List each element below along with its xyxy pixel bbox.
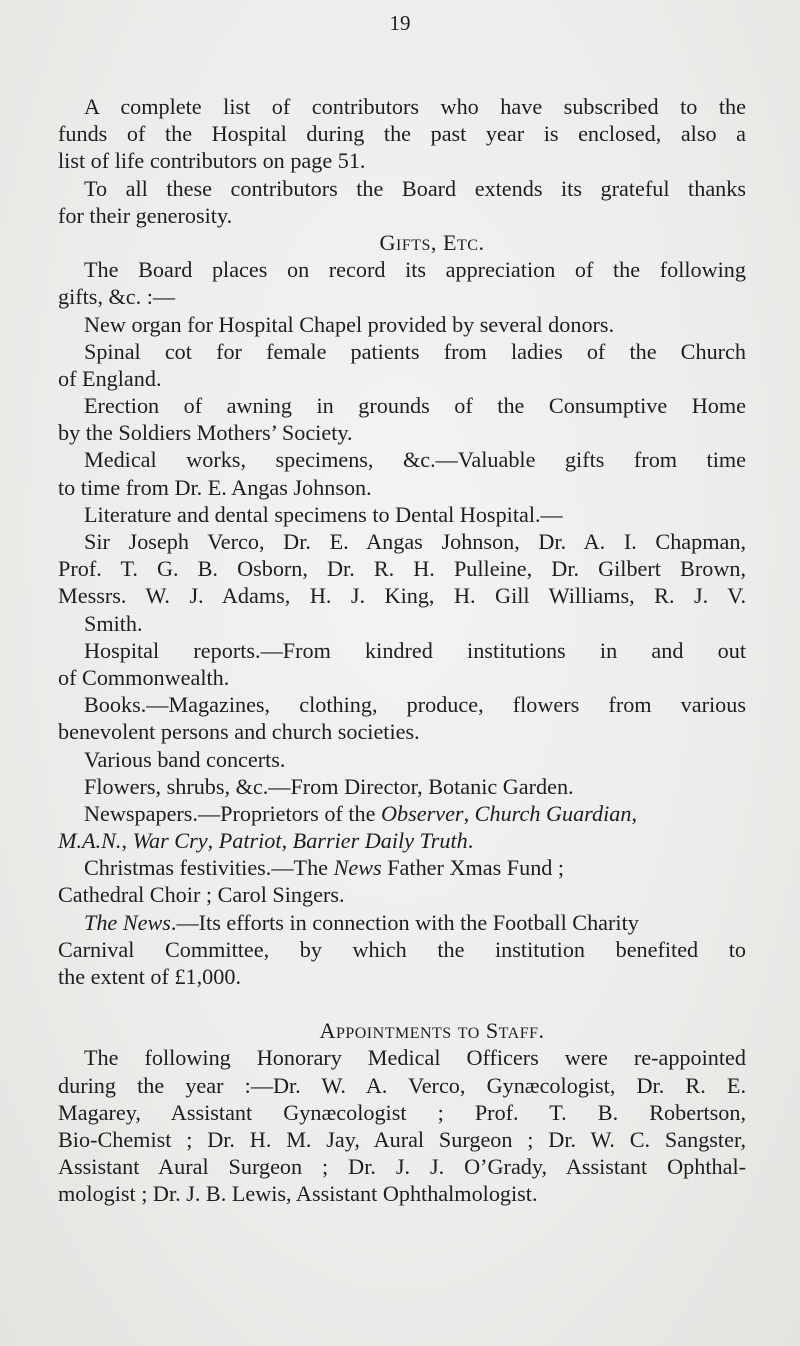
- text-span: Father Xmas Fund ;: [381, 855, 565, 881]
- text-line: to time from Dr. E. Angas Johnson.: [58, 474, 372, 500]
- text-line: Medical works, specimens, &c.—Valuable gifts from time: [84, 447, 746, 473]
- newspaper-title: News: [333, 855, 382, 881]
- text-line: Cathedral Choir ; Carol Singers.: [58, 882, 345, 908]
- newspaper-title: Patriot: [218, 828, 282, 854]
- text-line: Books.—Magazines, clothing, produce, flowers from various: [84, 692, 746, 718]
- text-line: The Board places on record its appreciation of the following: [84, 257, 746, 283]
- text-span: Newspapers.—Proprietors of the: [84, 800, 381, 826]
- document-body: [58, 93, 746, 1208]
- text-line: gifts, &c. :—: [58, 284, 176, 310]
- newspaper-title: Church Guardian: [474, 800, 632, 826]
- text-line: Messrs. W. J. Adams, H. J. King, H. Gill Williams, R. J. V.: [58, 583, 746, 609]
- newspaper-title: The News: [84, 909, 171, 935]
- text-line: Literature and dental specimens to Dental Hospital.—: [84, 501, 563, 527]
- newspaper-title: War Cry: [132, 828, 208, 854]
- text-line: of England.: [58, 365, 162, 391]
- text-line: Magarey, Assistant Gynæcologist ; Prof. T. B. Robertson,: [58, 1099, 746, 1125]
- spacer: [58, 990, 746, 1017]
- page-number: 19: [389, 11, 411, 35]
- text-line-newspapers-cont: [58, 827, 746, 854]
- section-heading-appointments: Appointments to Staff.: [319, 1018, 545, 1044]
- text-line: Spinal cot for female patients from ladies of the Church: [84, 338, 746, 364]
- newspaper-title: Observer: [381, 800, 464, 826]
- newspaper-title: Barrier Daily Truth: [292, 828, 468, 854]
- text-line-thenews: [58, 909, 746, 936]
- text-span: ,: [121, 828, 133, 854]
- text-line: of Commonwealth.: [58, 664, 230, 690]
- text-line: Hospital reports.—From kindred institutions in and out: [84, 637, 746, 663]
- text-line: funds of the Hospital during the past year is enclosed, also a: [58, 121, 746, 147]
- text-line: Assistant Aural Surgeon ; Dr. J. J. O’Grady, Assistant Ophthal-: [58, 1154, 746, 1180]
- newspaper-title: M.A.N.: [58, 828, 122, 854]
- text-line: benevolent persons and church societies.: [58, 719, 420, 745]
- text-line: New organ for Hospital Chapel provided by several donors.: [84, 311, 615, 337]
- text-line: for their generosity.: [58, 202, 233, 228]
- text-span: ,: [281, 828, 293, 854]
- text-line: Carnival Committee, by which the institution benefited to: [58, 936, 746, 962]
- text-line: Prof. T. G. B. Osborn, Dr. R. H. Pulleine, Dr. Gilbert Brown,: [58, 556, 746, 582]
- text-line: Flowers, shrubs, &c.—From Director, Botanic Garden.: [84, 773, 574, 799]
- text-line: A complete list of contributors who have subscribed to the: [84, 94, 746, 119]
- text-line-christmas: [58, 854, 746, 881]
- text-line: mologist ; Dr. J. B. Lewis, Assistant Ophthalmologist.: [58, 1181, 538, 1207]
- section-heading-gifts: Gifts, Etc.: [379, 229, 485, 255]
- text-line: The following Honorary Medical Officers were re-appointed: [84, 1045, 746, 1071]
- text-span: Christmas festivities.—The: [84, 855, 334, 881]
- text-line: the extent of £1,000.: [58, 964, 242, 989]
- text-line: Bio-Chemist ; Dr. H. M. Jay, Aural Surgeon ; Dr. W. C. Sangster,: [58, 1126, 746, 1152]
- text-line: Smith.: [84, 610, 143, 636]
- text-line: list of life contributors on page 51.: [58, 148, 366, 174]
- text-line: Erection of awning in grounds of the Consumptive Home: [84, 393, 746, 419]
- text-span: ,: [631, 800, 637, 826]
- text-span: .: [467, 828, 474, 854]
- text-line: Sir Joseph Verco, Dr. E. Angas Johnson, Dr. A. I. Chapman,: [84, 529, 746, 554]
- text-span: ,: [463, 800, 475, 826]
- text-span: ,: [207, 828, 219, 854]
- text-line: Various band concerts.: [84, 746, 286, 772]
- text-line-newspapers: [58, 800, 746, 827]
- text-line: during the year :—Dr. W. A. Verco, Gynæcologist, Dr. R. E.: [58, 1072, 746, 1098]
- text-span: .—Its efforts in connection with the Football Charity: [170, 909, 639, 935]
- text-line: To all these contributors the Board extends its grateful thanks: [84, 175, 746, 201]
- text-line: by the Soldiers Mothers’ Society.: [58, 420, 353, 446]
